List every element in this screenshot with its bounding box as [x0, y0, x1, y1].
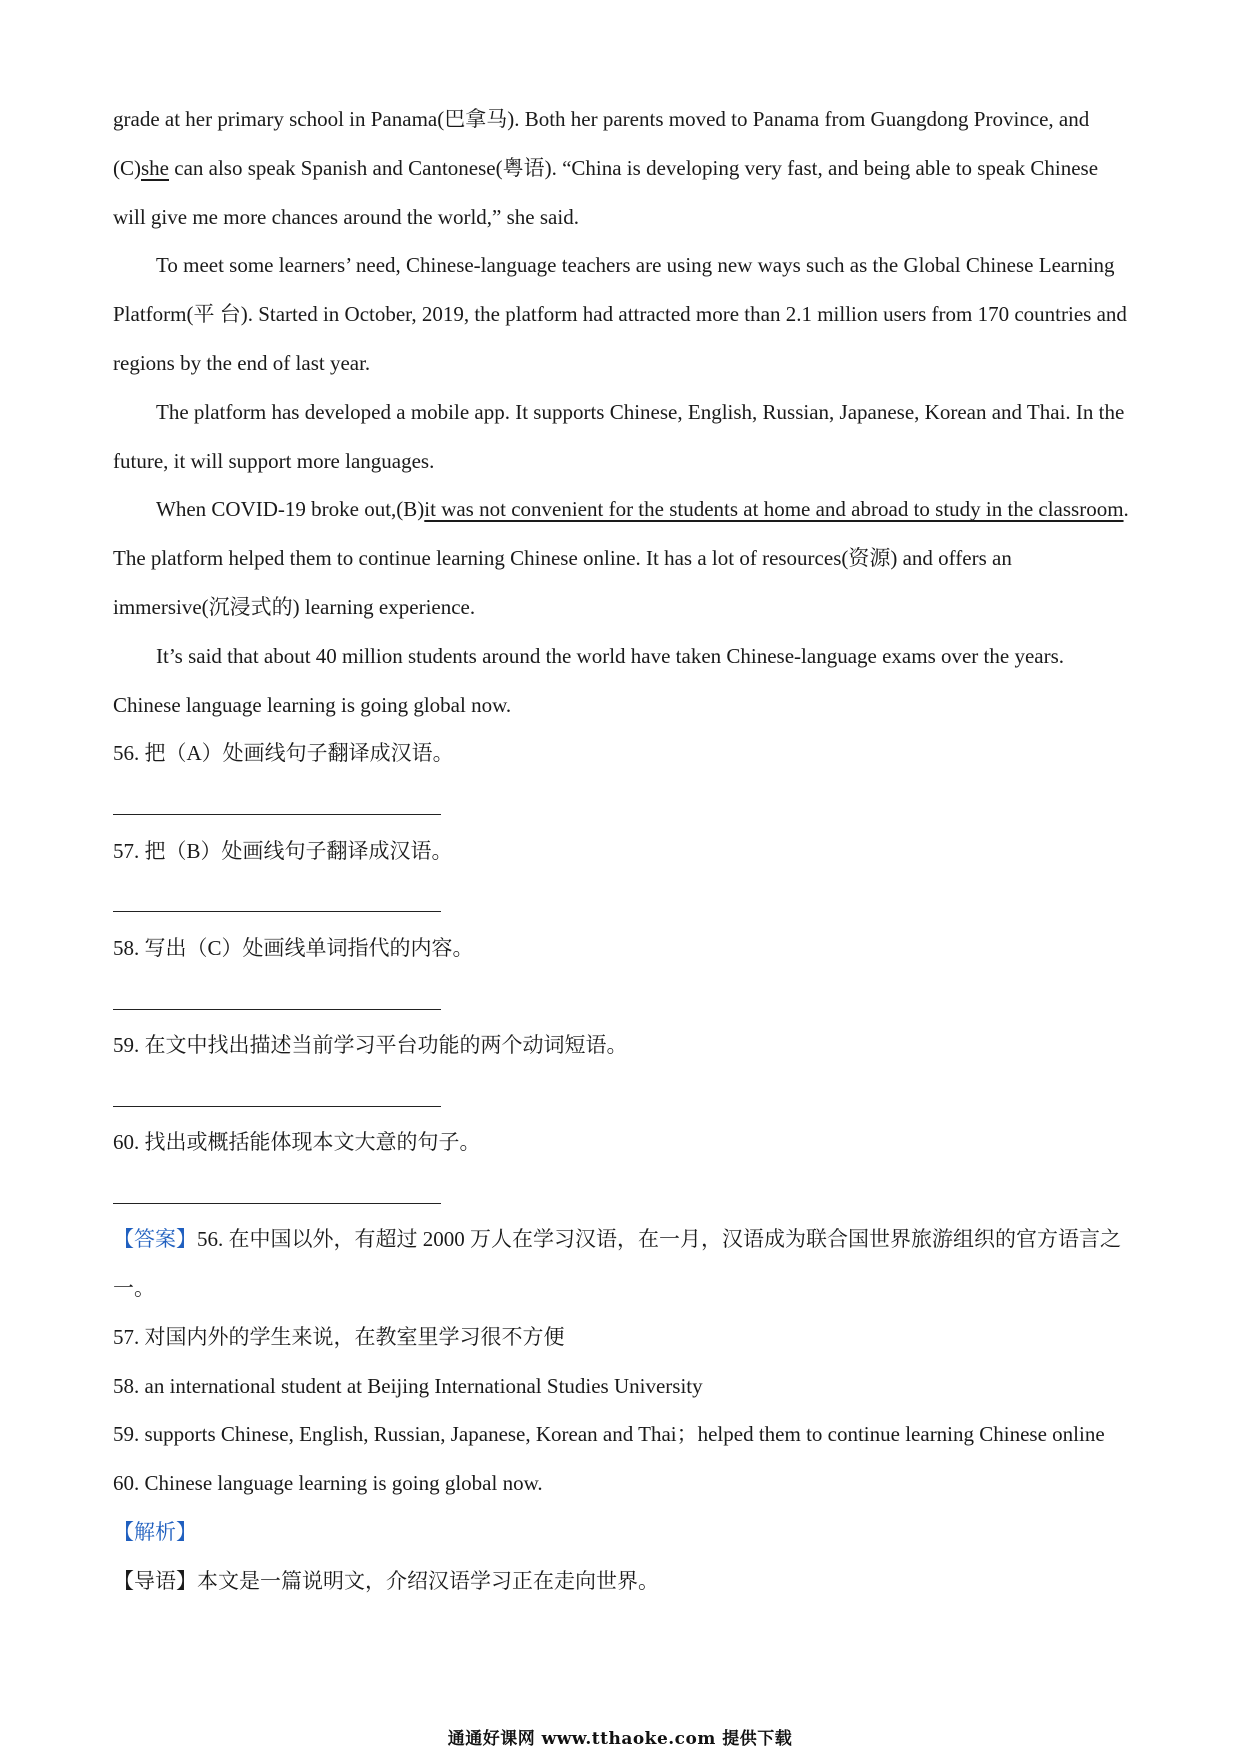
paragraph-text: can also speak Spanish and Cantonese(粤语). “China is developing very fast, and being able to speak Chinese will give me more chances around the world,” she said.	[113, 155, 1099, 229]
question-56: 56. 把（A）处画线句子翻译成汉语。	[113, 741, 454, 766]
question-57: 57. 把（B）处画线句子翻译成汉语。	[113, 838, 453, 863]
answer-tag: 【答案】	[113, 1227, 197, 1252]
underlined-sentence-b: it was not convenient for the students at home and abroad to study in the classroom	[424, 497, 1124, 522]
answer-59: 59. supports Chinese, English, Russian, Japanese, Korean and Thai；helped them to continue learning Chinese online	[113, 1422, 1105, 1447]
guide-tag: 【导语】	[113, 1568, 197, 1593]
answer-blank-60	[113, 1167, 1133, 1215]
answer-58: 58. an international student at Beijing International Studies University	[113, 1373, 703, 1398]
passage-paragraph-1	[113, 95, 1133, 241]
question-60: 60. 找出或概括能体现本文大意的句子。	[113, 1130, 481, 1155]
paragraph-text: When COVID-19 broke out,(B)	[156, 497, 425, 522]
analysis-tag: 【解析】	[113, 1520, 197, 1545]
answer-56: 【答案】56. 在中国以外，有超过 2000 万人在学习汉语，在一月，汉语成为联合国世界旅游组织的官方语言之一。	[113, 1227, 1121, 1301]
analysis-heading	[113, 1508, 1133, 1557]
passage-paragraph-3: The platform has developed a mobile app. It supports Chinese, English, Russian, Japanese, Korean and Thai. In the future, it will support more languages.	[113, 399, 1125, 473]
underlined-word-c: she	[141, 155, 169, 180]
content-area	[113, 95, 1133, 1606]
page-footer: 通通好课网 www.tthaoke.com 提供下载	[447, 1729, 793, 1749]
passage-paragraph-5: It’s said that about 40 million students around the world have taken Chinese-language exams over the years. Chinese language learning is going global now.	[113, 643, 1065, 717]
paragraph-text: grade at her primary school in Panama(巴拿马). Both her parents moved to Panama from Guangdong Province, and (C)	[113, 107, 1090, 180]
answer-57: 57. 对国内外的学生来说，在教室里学习很不方便	[113, 1324, 565, 1349]
answer-blank-56	[113, 778, 1133, 826]
answer-blank-57	[113, 875, 1133, 923]
answer-blank-59	[113, 1070, 1133, 1118]
answer-blank-58	[113, 973, 1133, 1021]
paragraph-text: . The platform helped them to continue learning Chinese online. It has a lot of resources(资源) and offers an immersive(沉浸式的) learning experience.	[113, 497, 1129, 619]
guide-paragraph: 【导语】本文是一篇说明文，介绍汉语学习正在走向世界。	[113, 1568, 659, 1593]
question-58: 58. 写出（C）处画线单词指代的内容。	[113, 935, 474, 960]
question-59: 59. 在文中找出描述当前学习平台功能的两个动词短语。	[113, 1032, 628, 1057]
passage-paragraph-4	[113, 485, 1133, 631]
passage-paragraph-2: To meet some learners’ need, Chinese-language teachers are using new ways such as the Global Chinese Learning Platform(平 台). Started in October, 2019, the platform had attracted more than 2.1 million users from 170 countries and regions by the end of last year.	[113, 253, 1127, 375]
answer-60: 60. Chinese language learning is going global now.	[113, 1471, 543, 1496]
